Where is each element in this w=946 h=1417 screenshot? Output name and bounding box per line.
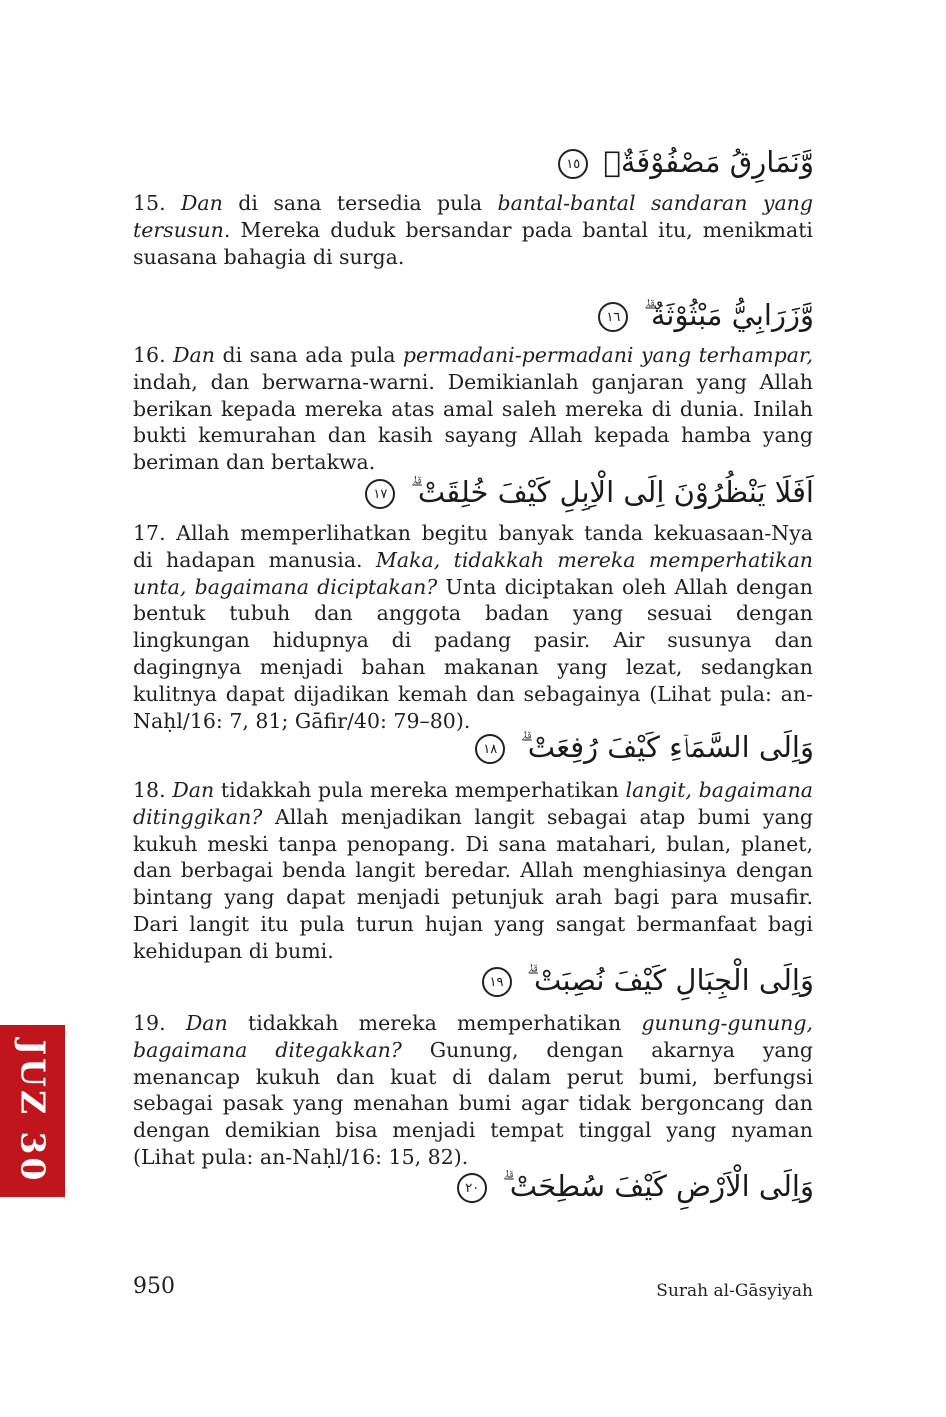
translation-italic: permadani-permadani yang terhampar,	[402, 343, 814, 367]
commentary-18	[133, 777, 813, 965]
verse-19-arabic	[482, 960, 815, 1000]
verse-ref: 15.	[133, 191, 181, 215]
commentary-text: di sana ada pula	[214, 343, 403, 367]
juz-side-tab	[0, 1025, 65, 1197]
verse-number-marker: ٢٠	[457, 1173, 487, 1203]
translation-italic: gunung-gunung, bagaimana ditegakkan?	[133, 1011, 813, 1062]
translation-italic: Dan	[185, 1011, 228, 1035]
verse-ref: 19.	[133, 1011, 186, 1035]
translation-italic: langit, bagaimana ditinggikan?	[133, 778, 813, 829]
commentary-17	[133, 520, 813, 734]
verse-text: وَّنَمَارِقُ مَصْفُوْفَةٌۙ	[603, 145, 814, 179]
verse-number-marker: ١٨	[475, 734, 505, 764]
verse-17-arabic	[365, 472, 814, 512]
commentary-19	[133, 1010, 813, 1171]
verse-18-arabic	[475, 727, 814, 767]
translation-italic: Dan	[173, 343, 215, 367]
verse-text: وَّزَرَابِيُّ مَبْثُوْثَةٌ ۗ	[643, 298, 814, 332]
translation-italic: Maka, tidakkah mereka memperhatikan unta, bagaimana diciptakan?	[133, 547, 813, 599]
verse-20-arabic	[457, 1166, 814, 1206]
verse-number-marker: ١٦	[598, 302, 628, 332]
commentary-text: 17. Allah memperlihatkan begitu banyak tanda kekuasaan-Nya di hadapan manusia.	[133, 521, 813, 572]
verse-number-marker: ١٩	[482, 967, 512, 997]
translation-italic: Dan	[181, 191, 223, 215]
verse-number-marker: ١٥	[558, 149, 588, 179]
commentary-text: Allah menjadikan langit sebagai atap bumi yang kukuh meski tanpa penopang. Di sana matahari, bulan, planet, dan berbagai benda langit beredar. Allah menghiasinya dengan bintang yang dapat menjadi petunjuk arah bagi para musafir. Dari langit itu pula turun hujan yang sangat bermanfaat bagi kehidupan di bumi.	[133, 804, 813, 963]
commentary-text: indah, dan berwarna-warni. Demikianlah ganjaran yang Allah berikan kepada mereka atas amal saleh mereka di dunia. Inilah bukti kemurahan dan kasih sayang Allah kepada hamba yang beriman dan bertakwa.	[133, 369, 813, 475]
verse-16-arabic	[598, 295, 814, 335]
verse-15-arabic	[558, 142, 814, 182]
commentary-15	[133, 190, 813, 270]
commentary-text: Mereka duduk bersandar pada bantal itu, menikmati suasana bahagia di surga.	[133, 217, 813, 269]
commentary-text: tidakkah pula mereka memperhatikan	[214, 778, 626, 802]
commentary-16	[133, 342, 813, 476]
translation-italic: bantal-bantal sandaran yang tersusun.	[133, 191, 813, 242]
verse-number-marker: ١٧	[365, 479, 395, 509]
translation-italic: Dan	[172, 778, 215, 802]
verse-text: وَاِلَى السَّمَاۤءِ كَيْفَ رُفِعَتْ ۗ	[520, 730, 814, 764]
verse-text: وَاِلَى الْجِبَالِ كَيْفَ نُصِبَتْ ۗ	[526, 963, 814, 997]
verse-ref: 18.	[133, 778, 173, 802]
verse-text: وَاِلَى الْاَرْضِ كَيْفَ سُطِحَتْ ۗ	[502, 1169, 814, 1203]
verse-ref: 16.	[133, 343, 174, 367]
running-footer-surah: Surah al-Gāsyiyah	[656, 1281, 813, 1301]
commentary-text: Gunung, dengan akarnya yang menancap kukuh dan kuat di dalam perut bumi, berfungsi sebagai pasak yang menahan bumi agar tidak bergoncang dan dengan demikian bisa menjadi tempat tinggal yang nyaman (Lihat pula: an-Naḥl/16: 15, 82).	[133, 1037, 813, 1169]
verse-text: اَفَلَا يَنْظُرُوْنَ اِلَى الْاِبِلِ كَيْفَ خُلِقَتْ ۗ	[410, 475, 814, 509]
commentary-text: di sana tersedia pula	[222, 191, 498, 215]
page-number: 950	[133, 1274, 175, 1299]
commentary-text: Unta diciptakan oleh Allah dengan bentuk tubuh dan anggota badan yang sesuai dengan lingkungan hidupnya di padang pasir. Air susunya dan dagingnya menjadi bahan makanan yang lezat, sedangkan kulitnya dapat dijadikan kemah dan sebagainya (Lihat pula: an-Naḥl/16: 7, 81; Gāfir/40: 79–80).	[133, 574, 814, 733]
commentary-text: tidakkah mereka memperhatikan	[227, 1011, 642, 1035]
juz-label: JUZ 30	[13, 1039, 52, 1183]
